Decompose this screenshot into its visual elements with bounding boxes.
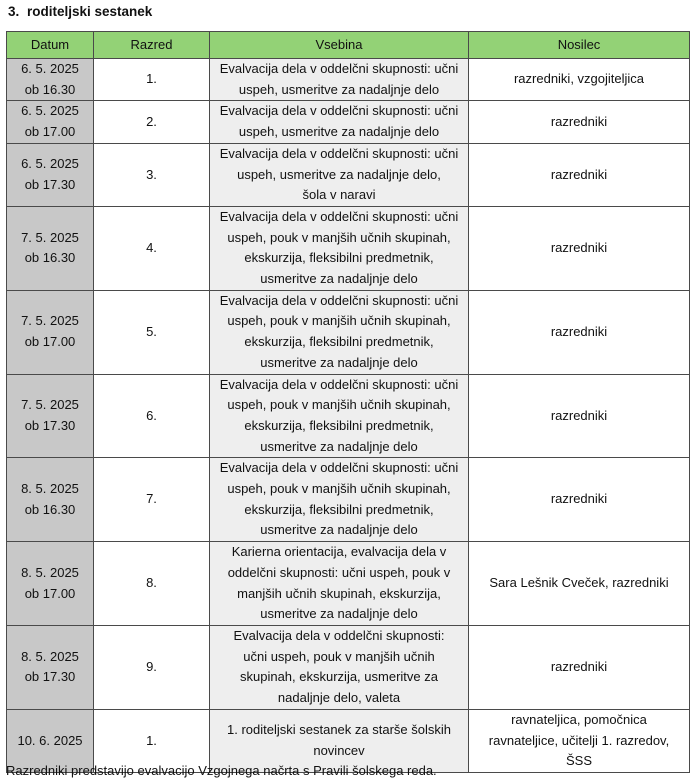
header-class: Razred xyxy=(94,32,210,59)
content-line: Evalvacija dela v oddelčni skupnosti: xyxy=(233,627,445,643)
responsible-line: ravnateljica, pomočnica xyxy=(511,711,647,727)
responsible-line: ŠSS xyxy=(565,753,592,769)
content-line: nadaljnje delo, valeta xyxy=(277,690,401,706)
content-line: manjših učnih skupinah, ekskurzija, xyxy=(237,585,441,601)
date-line: 8. 5. 2025 xyxy=(21,648,79,664)
responsible-cell xyxy=(469,542,690,626)
date-line: 7. 5. 2025 xyxy=(21,229,79,245)
content-line: ekskurzija, fleksibilni predmetnik, xyxy=(244,501,434,517)
content-cell xyxy=(210,143,469,206)
content-line: usmeritve za nadaljnje delo xyxy=(260,438,418,454)
content-line: Evalvacija dela v oddelčni skupnosti: učni xyxy=(219,460,459,476)
date-cell xyxy=(7,206,94,290)
content-line: uspeh, usmeritve za nadaljnje delo xyxy=(238,81,440,97)
content-cell xyxy=(210,625,469,709)
date-cell xyxy=(7,458,94,542)
content-cell xyxy=(210,374,469,458)
responsible-line: razredniki, vzgojiteljica xyxy=(513,71,645,87)
content-line: uspeh, pouk v manjših učnih skupinah, xyxy=(227,481,451,497)
content-cell xyxy=(210,206,469,290)
content-line: ekskurzija, fleksibilni predmetnik, xyxy=(244,334,434,350)
class-cell: 1. xyxy=(94,709,210,772)
time-line: ob 17.00 xyxy=(24,334,76,350)
class-cell: 1. xyxy=(94,59,210,101)
header-date: Datum xyxy=(7,32,94,59)
content-cell xyxy=(210,542,469,626)
content-line: Evalvacija dela v oddelčni skupnosti: učni xyxy=(219,376,459,392)
content-cell xyxy=(210,290,469,374)
time-line: ob 17.30 xyxy=(24,176,76,192)
content-line: usmeritve za nadaljnje delo xyxy=(260,606,418,622)
class-cell: 6. xyxy=(94,374,210,458)
table-row xyxy=(7,59,690,101)
time-line: ob 17.00 xyxy=(24,585,76,601)
responsible-cell xyxy=(469,625,690,709)
class-cell: 5. xyxy=(94,290,210,374)
content-cell xyxy=(210,59,469,101)
time-line: ob 17.30 xyxy=(24,417,76,433)
content-line: Evalvacija dela v oddelčni skupnosti: učni xyxy=(219,208,459,224)
time-line: ob 17.30 xyxy=(24,669,76,685)
content-line: Karierna orientacija, evalvacija dela v xyxy=(231,544,447,560)
date-cell xyxy=(7,59,94,101)
responsible-cell xyxy=(469,206,690,290)
responsible-cell xyxy=(469,458,690,542)
time-line: ob 16.30 xyxy=(24,81,76,97)
content-line: ekskurzija, fleksibilni predmetnik, xyxy=(244,250,434,266)
class-cell: 8. xyxy=(94,542,210,626)
content-cell xyxy=(210,458,469,542)
content-line: uspeh, usmeritve za nadaljnje delo xyxy=(238,124,440,140)
responsible-line: razredniki xyxy=(550,113,608,129)
content-line: Evalvacija dela v oddelčni skupnosti: učni xyxy=(219,61,459,76)
content-line: Evalvacija dela v oddelčni skupnosti: učni xyxy=(219,103,459,119)
responsible-line: razredniki xyxy=(550,659,608,675)
date-line: 7. 5. 2025 xyxy=(21,397,79,413)
table-row xyxy=(7,290,690,374)
date-line: 6. 5. 2025 xyxy=(21,156,79,172)
date-line: 10. 6. 2025 xyxy=(17,732,83,748)
date-line: 7. 5. 2025 xyxy=(21,313,79,329)
responsible-line: razredniki xyxy=(550,491,608,507)
class-cell: 2. xyxy=(94,101,210,143)
content-line: oddelčni skupnosti: učni uspeh, pouk v xyxy=(227,564,451,580)
class-cell: 7. xyxy=(94,458,210,542)
content-line: novincev xyxy=(313,742,365,758)
date-cell xyxy=(7,143,94,206)
table-row xyxy=(7,143,690,206)
content-line: usmeritve za nadaljnje delo xyxy=(260,354,418,370)
date-cell xyxy=(7,101,94,143)
class-cell: 9. xyxy=(94,625,210,709)
responsible-line: razredniki xyxy=(550,239,608,255)
table-row xyxy=(7,101,690,143)
date-line: 6. 5. 2025 xyxy=(21,103,79,119)
responsible-line: razredniki xyxy=(550,166,608,182)
section-heading xyxy=(8,4,152,19)
time-line: ob 16.30 xyxy=(24,250,76,266)
header-content: Vsebina xyxy=(210,32,469,59)
responsible-cell xyxy=(469,101,690,143)
table-row xyxy=(7,625,690,709)
content-line: usmeritve za nadaljnje delo xyxy=(260,522,418,538)
table-row xyxy=(7,374,690,458)
section-title: roditeljski sestanek xyxy=(27,4,153,19)
time-line: ob 16.30 xyxy=(24,501,76,517)
content-line: ekskurzija, fleksibilni predmetnik, xyxy=(244,417,434,433)
responsible-line: ravnateljice, učitelji 1. razredov, xyxy=(488,732,670,748)
section-number: 3. xyxy=(8,4,20,19)
responsible-line: razredniki xyxy=(550,323,608,339)
content-cell xyxy=(210,101,469,143)
class-cell: 3. xyxy=(94,143,210,206)
content-line: 1. roditeljski sestanek za starše šolskih xyxy=(227,722,451,738)
table-row xyxy=(7,542,690,626)
responsible-cell xyxy=(469,290,690,374)
responsible-cell xyxy=(469,374,690,458)
date-cell xyxy=(7,625,94,709)
class-cell: 4. xyxy=(94,206,210,290)
content-line: uspeh, usmeritve za nadaljnje delo, xyxy=(237,166,441,182)
content-line: uspeh, pouk v manjših učnih skupinah, xyxy=(227,229,451,245)
content-line: skupinah, ekskurzija, usmeritve za xyxy=(240,669,438,685)
content-line: usmeritve za nadaljnje delo xyxy=(260,271,418,287)
date-cell xyxy=(7,374,94,458)
responsible-line: razredniki xyxy=(550,407,608,423)
time-line: ob 17.00 xyxy=(24,124,76,140)
content-line: Evalvacija dela v oddelčni skupnosti: učni xyxy=(219,145,459,161)
date-line: 6. 5. 2025 xyxy=(21,61,79,76)
content-line: šola v naravi xyxy=(302,187,376,203)
date-cell xyxy=(7,542,94,626)
content-line: Evalvacija dela v oddelčni skupnosti: učni xyxy=(219,292,459,308)
responsible-cell xyxy=(469,143,690,206)
header-responsible: Nosilec xyxy=(469,32,690,59)
footer-note: Razredniki predstavijo evalvacijo Vzgojnega načrta s Pravili šolskega reda. xyxy=(6,763,437,778)
table-row xyxy=(7,458,690,542)
content-line: uspeh, pouk v manjših učnih skupinah, xyxy=(227,313,451,329)
content-line: učni uspeh, pouk v manjših učnih xyxy=(243,648,435,664)
table-row xyxy=(7,206,690,290)
date-cell xyxy=(7,290,94,374)
meeting-schedule-table xyxy=(6,31,690,773)
date-line: 8. 5. 2025 xyxy=(21,564,79,580)
responsible-cell xyxy=(469,59,690,101)
content-line: uspeh, pouk v manjših učnih skupinah, xyxy=(227,397,451,413)
responsible-line: Sara Lešnik Cveček, razredniki xyxy=(489,575,669,591)
date-line: 8. 5. 2025 xyxy=(21,481,79,497)
responsible-cell xyxy=(469,709,690,772)
table-header-row xyxy=(7,32,690,59)
